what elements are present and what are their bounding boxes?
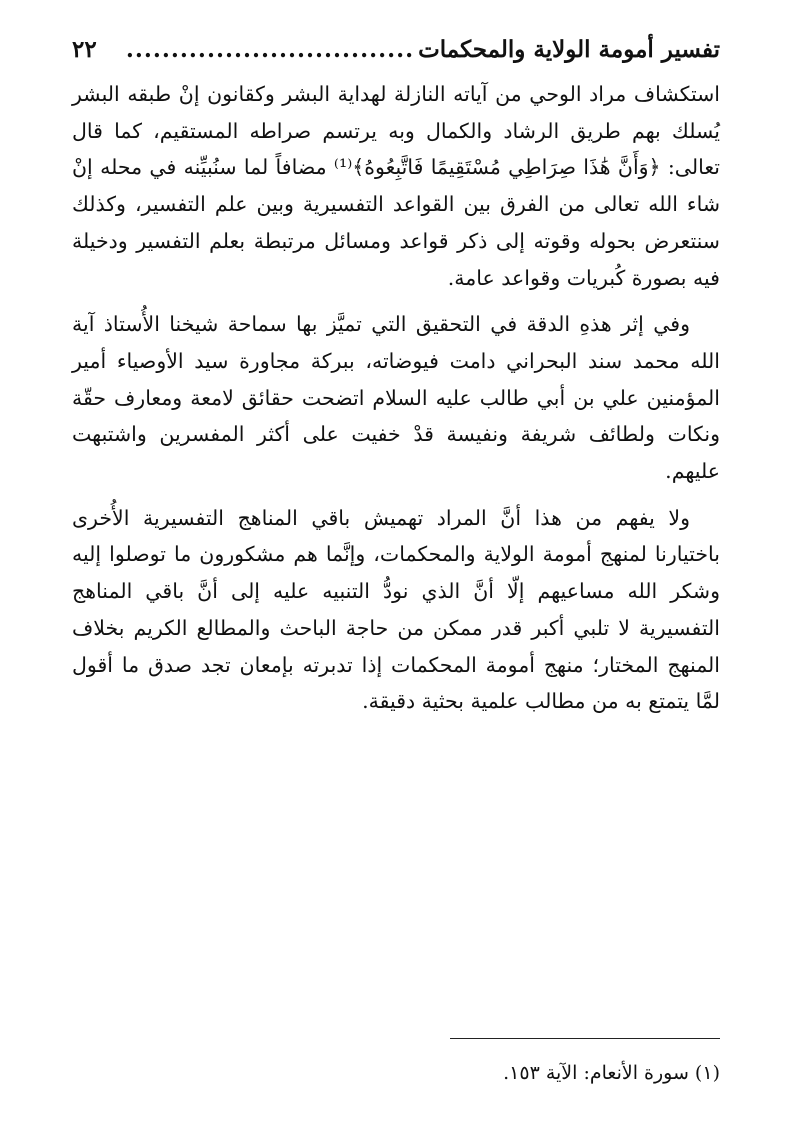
page-number: ٢٢ [72,36,97,63]
running-head [72,30,720,70]
body-text [72,76,720,720]
footnote-rule [450,1038,720,1039]
book-page [72,30,720,1120]
paragraph-3: ولا يفهم من هذا أنَّ المراد تهميش باقي المناهج التفسيرية الأُخرى باختيارنا لمنهج أمومة الولاية والمحكمات، وإنَّما هم مشكورون ما توصلوا إليه وشكر الله مساعيهم إلّا أنَّ الذي نودُّ التنبيه عليه إلى أنَّ باقي المناهج التفسيرية لا تلبي أكبر قدر ممكن من حاجة الباحث والمطالع الكريم بخلاف المنهج المختار؛ منهج أمومة المحكمات إذا تدبرته بإمعان تجد صدق ما أقول لمَّا يتمتع به من مطالب علمية بحثية دقيقة. [72,505,720,714]
footnote: (١) سورة الأنعام: الآية ١٥٣. [503,1062,720,1084]
running-title: تفسير أمومة الولاية والمحكمات [418,36,720,63]
paragraph-2: وفي إثر هذهِ الدقة في التحقيق التي تميَّز بها سماحة شيخنا الأُستاذ آية الله محمد سند البحراني دامت فيوضاته، ببركة مجاورة سيد الأوصياء أمير المؤمنين علي بن أبي طالب عليه السلام اتضحت حقائق لامعة ومعارف حقّة ونكات ولطائف شريفة ونفيسة قدْ خفيت على أكثر المفسرين واشتبهت عليهم. [72,312,720,484]
dot-leader: ................................ [125,36,415,63]
paragraph-1: استكشاف مراد الوحي من آياته النازلة لهداية البشر وكقانون إنْ طبقه البشر يُسلك بهم طريق الرشاد والكمال وبه يرتسم صراطه المستقيم، كما قال تعالى: ﴿وَأَنَّ هَٰذَا صِرَاطِي مُسْتَقِيمًا فَاتَّبِعُوهُ﴾⁽¹⁾ مضافاً لما سنُبيِّنه في محله إنْ شاء الله تعالى من الفرق بين القواعد التفسيرية وبين علم التفسير، وكذلك سنتعرض بحوله وقوته إلى ذكر قواعد ومسائل مرتبطة بعلم التفسير ودخيلة فيه بصورة كُبريات وقواعد عامة. [72,82,720,290]
